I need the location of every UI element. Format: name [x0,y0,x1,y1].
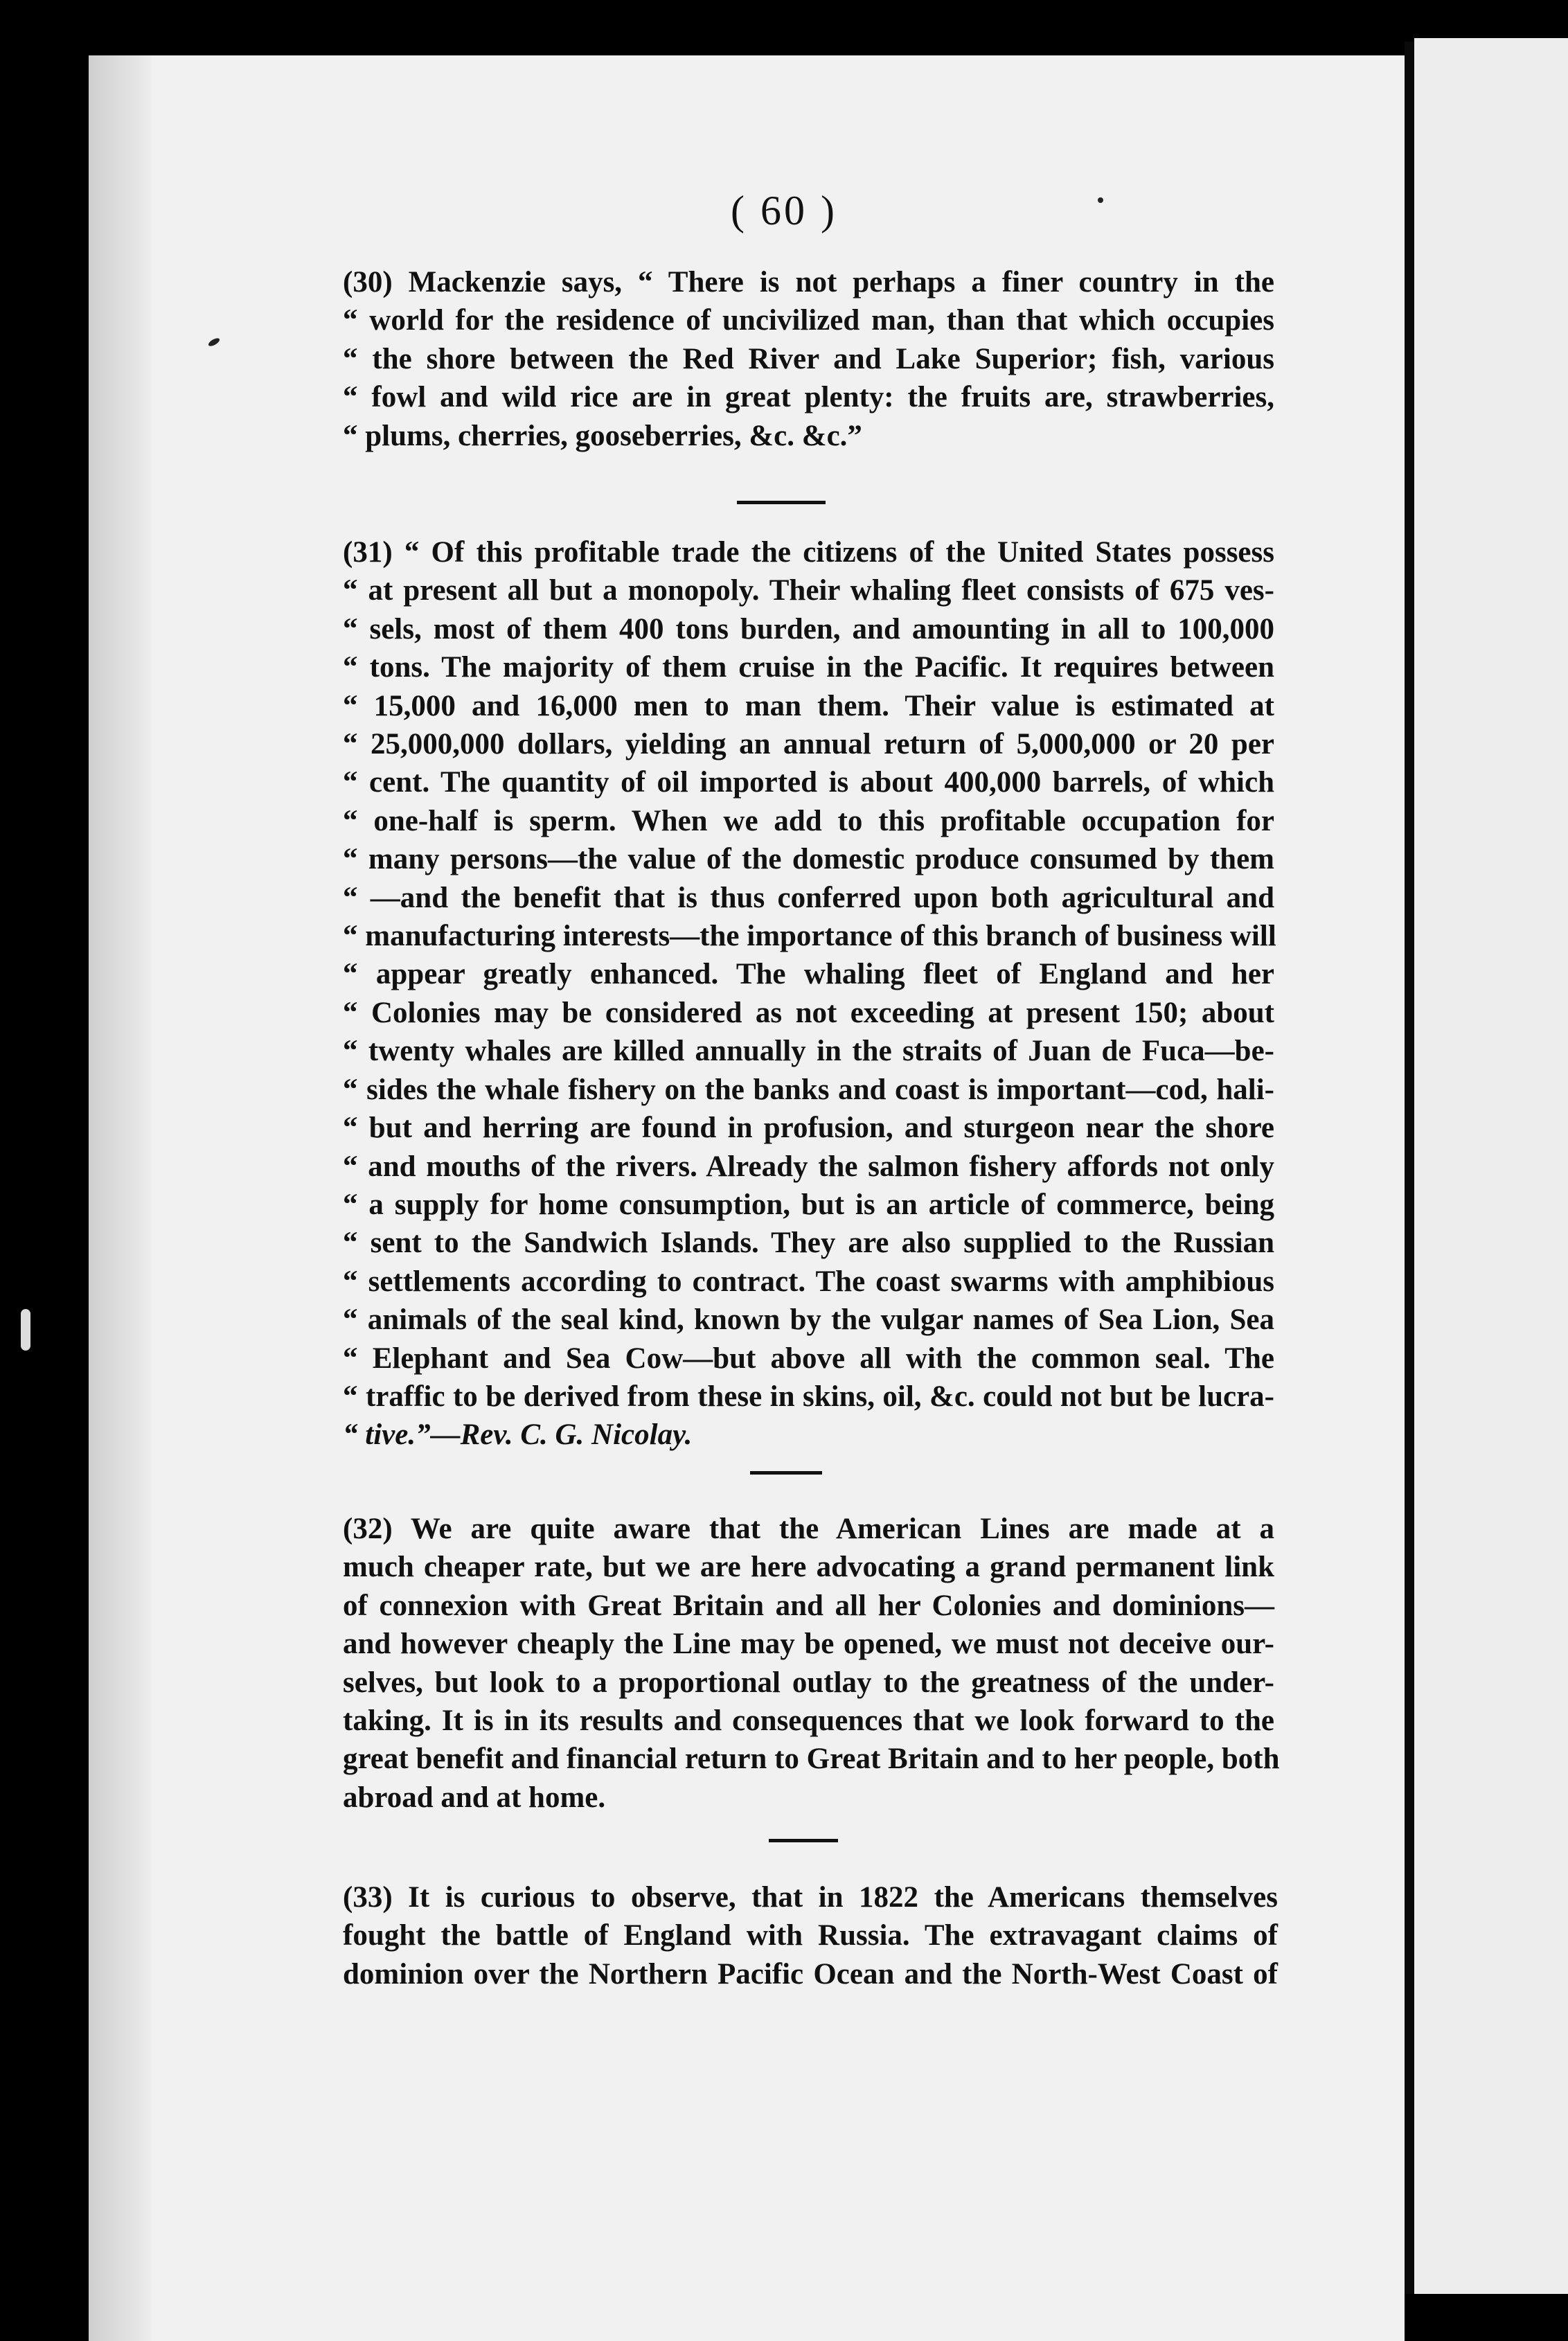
facing-page [1414,38,1568,2294]
section-divider [750,1471,822,1475]
note-line: “ —and the benefit that is thus conferred upon both agricultural and [343,881,1274,914]
scan-speck [1098,197,1103,203]
note-line: (30) Mackenzie says, “ There is not perhaps a finer country in the [343,266,1274,299]
note-line: “ sent to the Sandwich Islands. They are also supplied to the Russian [343,1227,1274,1260]
note-line: “ animals of the seal kind, known by the vulgar names of Sea Lion, Sea [343,1303,1274,1337]
section-divider [769,1839,838,1842]
note-33 [343,1878,1278,1993]
note-line: (33) It is curious to observe, that in 1822 the Americans themselves [343,1881,1278,1914]
note-line: “ plums, cherries, gooseberries, &c. &c.” [343,419,862,452]
note-30 [343,263,1274,455]
note-line: “ fowl and wild rice are in great plenty: the fruits are, strawberries, [343,381,1274,414]
note-line: and however cheaply the Line may be opened, we must not deceive our- [343,1628,1274,1661]
note-line: of connexion with Great Britain and all her Colonies and dominions— [343,1589,1274,1622]
note-line: “ sides the whale fishery on the banks and coast is important—cod, hali- [343,1073,1274,1106]
note-line: “ a supply for home consumption, but is an article of commerce, being [343,1188,1274,1221]
note-31 [343,533,1274,1454]
note-line: much cheaper rate, but we are here advocating a grand permanent link [343,1551,1274,1584]
note-line: “ cent. The quantity of oil imported is about 400,000 barrels, of which [343,766,1274,799]
note-line: “ world for the residence of uncivilized man, than that which occupies [343,304,1274,337]
note-line: “ many persons—the value of the domestic produce consumed by them [343,843,1274,876]
note-line: “ twenty whales are killed annually in the straits of Juan de Fuca—be- [343,1035,1274,1068]
note-line: selves, but look to a proportional outlay to the greatness of the under- [343,1666,1274,1699]
scan-speck [21,1309,30,1351]
note-line: dominion over the Northern Pacific Ocean and the North-West Coast of [343,1957,1278,1991]
note-line: fought the battle of England with Russia. The extravagant claims of [343,1919,1278,1952]
note-line: “ 15,000 and 16,000 men to man them. Their value is estimated at [343,689,1274,722]
note-line: “ the shore between the Red River and Lake Superior; fish, various [343,342,1274,375]
page-shadow [89,55,151,2341]
note-line: (31) “ Of this profitable trade the citizens of the United States possess [343,536,1274,569]
note-line: “ sels, most of them 400 tons burden, and amounting in all to 100,000 [343,612,1274,646]
note-line: “ tons. The majority of them cruise in the Pacific. It requires between [343,651,1274,684]
note-line: “ Elephant and Sea Cow—but above all with the common seal. The [343,1342,1274,1375]
note-line: “ traffic to be derived from these in skins, oil, &c. could not but be lucra- [343,1380,1274,1413]
page-number: ( 60 ) [731,188,837,233]
note-line: taking. It is in its results and consequences that we look forward to the [343,1704,1274,1738]
section-divider [737,501,826,504]
note-line: “ 25,000,000 dollars, yielding an annual return of 5,000,000 or 20 per [343,728,1274,761]
note-line: “ appear greatly enhanced. The whaling fleet of England and her [343,958,1274,991]
page-gutter [1405,42,1414,2294]
note-line: “ one-half is sperm. When we add to this profitable occupation for [343,804,1274,837]
note-32 [343,1510,1280,1817]
note-line-attribution: “ tive.”—Rev. C. G. Nicolay. [343,1418,693,1452]
note-line: “ at present all but a monopoly. Their whaling fleet consists of 675 ves- [343,574,1274,607]
note-line: abroad and at home. [343,1781,606,1814]
note-line: “ manufacturing interests—the importance of this branch of business will [343,920,1276,953]
note-line: great benefit and financial return to Great Britain and to her people, both [343,1743,1280,1776]
note-line: “ Colonies may be considered as not exceeding at present 150; about [343,996,1274,1029]
note-line: “ settlements according to contract. The coast swarms with amphibious [343,1265,1274,1298]
note-line: “ but and herring are found in profusion, and sturgeon near the shore [343,1112,1274,1145]
note-line: “ and mouths of the rivers. Already the salmon fishery affords not only [343,1150,1274,1183]
note-line: (32) We are quite aware that the American Lines are made at a [343,1513,1274,1545]
